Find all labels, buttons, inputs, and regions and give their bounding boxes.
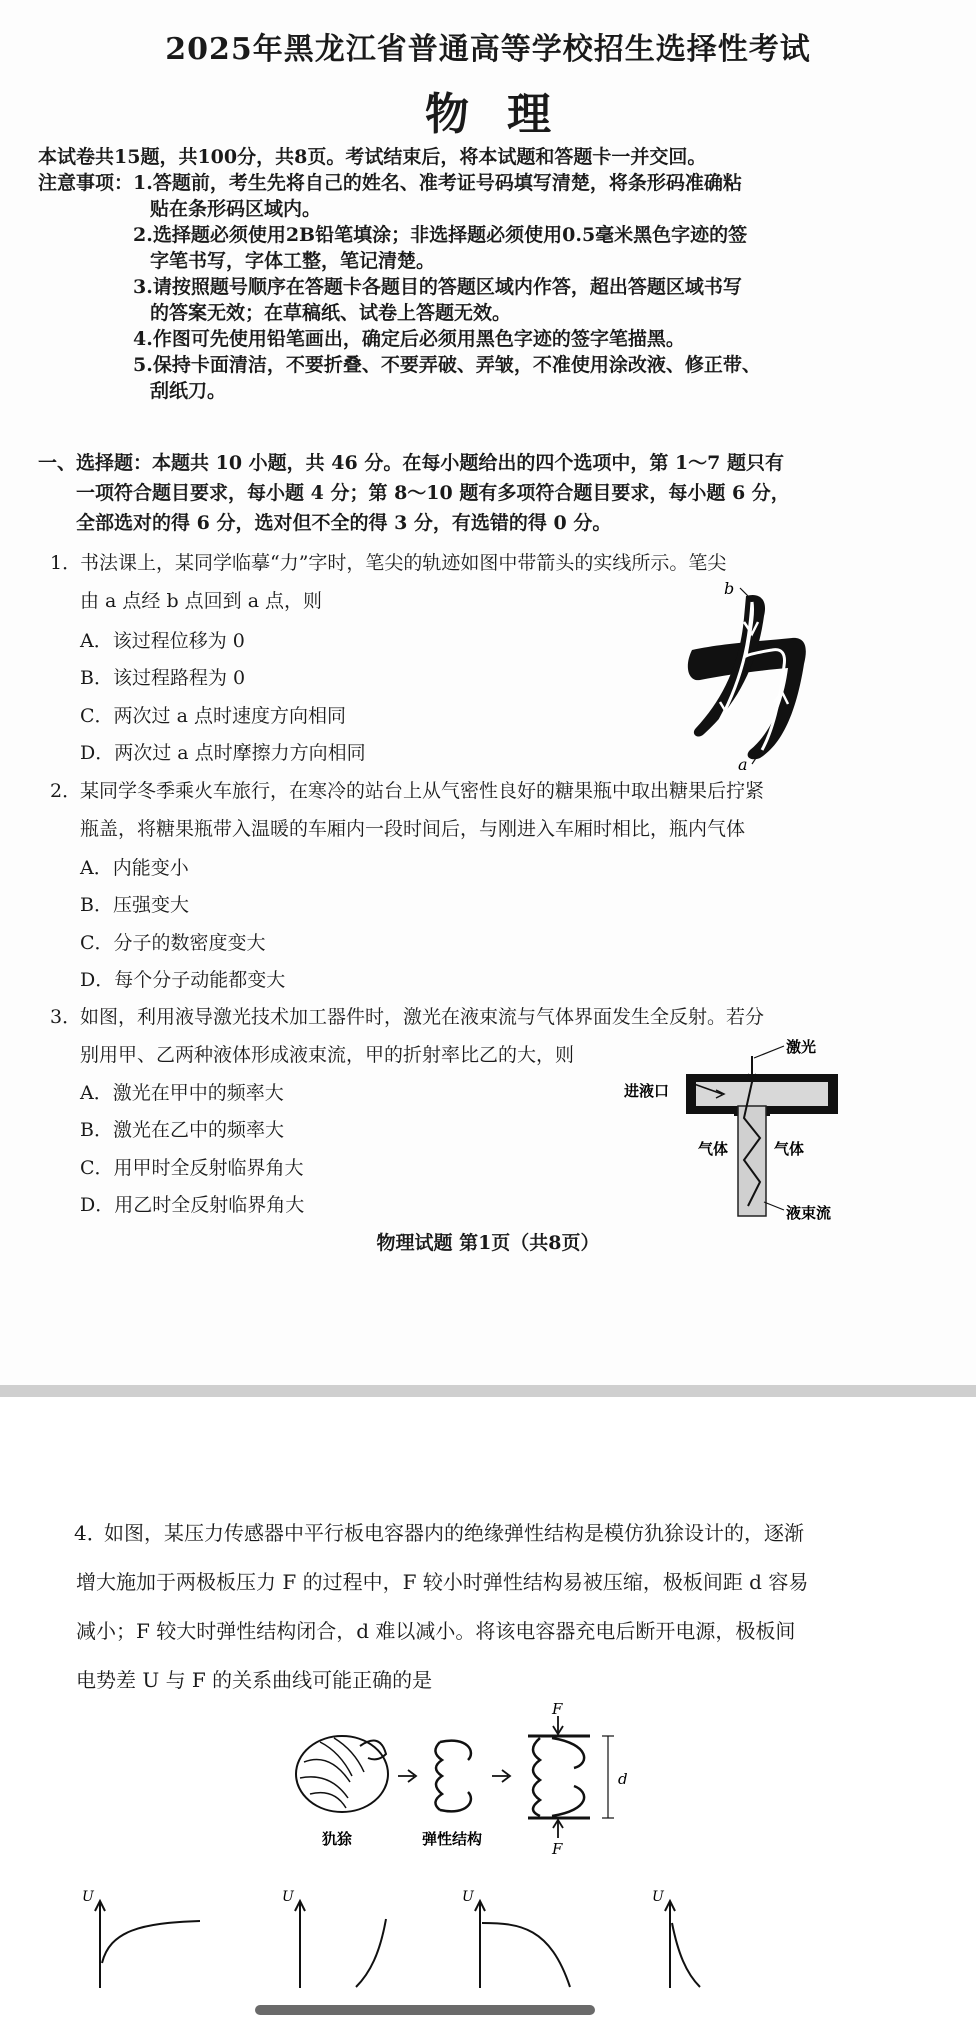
question-text: 由 a 点经 b 点回到 a 点，则 bbox=[80, 590, 323, 612]
question-number: 4． bbox=[74, 1521, 107, 1545]
question-number: 2． bbox=[50, 780, 82, 802]
exam-page-2 bbox=[0, 1397, 976, 2017]
answer-graphs bbox=[80, 1883, 720, 1993]
question-text: 瓶盖，将糖果瓶带入温暖的车厢内一段时间后，与刚进入车厢时相比，瓶内气体 bbox=[80, 818, 746, 840]
note-line: 字笔书写，字体工整，笔记清楚。 bbox=[150, 250, 436, 272]
note-line: 3.请按照题号顺序在答题卡各题目的答题区域内作答，超出答题区域书写 bbox=[133, 276, 742, 298]
question-text: 如图，利用液导激光技术加工器件时，激光在液束流与气体界面发生全反射。若分 bbox=[80, 1006, 765, 1028]
liquid-jet-laser-figure bbox=[624, 1034, 854, 1224]
option-c: C．两次过 a 点时速度方向相同 bbox=[80, 705, 346, 727]
armadillo-structure-figure bbox=[290, 1702, 650, 1862]
note-line: 4.作图可先使用铅笔画出，确定后必须用黑色字迹的签字笔描黑。 bbox=[133, 328, 685, 350]
graph-d-axis-label: U bbox=[652, 1889, 664, 1905]
note-line: 2.选择题必须使用2B铅笔填涂；非选择题必须使用0.5毫米黑色字迹的签 bbox=[133, 224, 748, 246]
graph-a-axis-label: U bbox=[82, 1889, 94, 1905]
graph-c-axis-label: U bbox=[462, 1889, 474, 1905]
note-line: 的答案无效；在草稿纸、试卷上答题无效。 bbox=[150, 302, 512, 324]
label-f-bottom: F bbox=[552, 1840, 563, 1858]
option-b: B．该过程路程为 0 bbox=[80, 667, 246, 689]
option-b: B．压强变大 bbox=[80, 894, 189, 916]
section-heading: 一、选择题：本题共 10 小题，共 46 分。在每小题给出的四个选项中，第 1～7 题只有 bbox=[38, 452, 785, 474]
option-a: A．该过程位移为 0 bbox=[80, 630, 245, 652]
question-text: 如图，某压力传感器中平行板电容器内的绝缘弹性结构是模仿犰狳设计的，逐渐 bbox=[104, 1521, 804, 1545]
note-line: 刮纸刀。 bbox=[150, 380, 227, 402]
label-b: b bbox=[724, 582, 735, 598]
graph-b-axis-label: U bbox=[282, 1889, 294, 1905]
note-line: 1.答题前，考生先将自己的姓名、准考证号码填写清楚，将条形码准确粘 bbox=[133, 172, 742, 194]
calligraphy-li-figure bbox=[680, 582, 850, 772]
intro-text: 本试卷共15题，共100分，共8页。考试结束后，将本试题和答题卡一并交回。 bbox=[38, 146, 707, 168]
home-indicator[interactable] bbox=[255, 2005, 595, 2015]
note-line: 贴在条形码区域内。 bbox=[150, 198, 322, 220]
section-heading: 一项符合题目要求，每小题 4 分；第 8～10 题有多项符合题目要求，每小题 6 分， bbox=[76, 482, 790, 504]
question-text: 减小；F 较大时弹性结构闭合，d 难以减小。将该电容器充电后断开电源，极板间 bbox=[76, 1619, 796, 1643]
question-text: 增大施加于两极板压力 F 的过程中，F 较小时弹性结构易被压缩，极板间距 d 容易 bbox=[76, 1570, 809, 1594]
option-c: C．用甲时全反射临界角大 bbox=[80, 1157, 304, 1179]
option-d: D．每个分子动能都变大 bbox=[80, 969, 286, 991]
label-gas-right: 气体 bbox=[774, 1140, 805, 1158]
page-separator bbox=[0, 1385, 976, 1397]
option-a: A．内能变小 bbox=[80, 857, 189, 879]
option-d: D．两次过 a 点时摩擦力方向相同 bbox=[80, 742, 366, 764]
section-heading: 全部选对的得 6 分，选对但不全的得 3 分，有选错的得 0 分。 bbox=[76, 512, 612, 534]
question-text: 电势差 U 与 F 的关系曲线可能正确的是 bbox=[76, 1668, 433, 1692]
label-laser: 激光 bbox=[786, 1038, 817, 1056]
question-text: 书法课上，某同学临摹“力”字时，笔尖的轨迹如图中带箭头的实线所示。笔尖 bbox=[80, 552, 727, 574]
question-text: 别用甲、乙两种液体形成液束流，甲的折射率比乙的大，则 bbox=[80, 1044, 575, 1066]
label-f-top: F bbox=[552, 1702, 563, 1718]
exam-title: 2025年黑龙江省普通高等学校招生选择性考试 bbox=[165, 32, 811, 67]
option-d: D．用乙时全反射临界角大 bbox=[80, 1194, 305, 1216]
label-armadillo: 犰狳 bbox=[322, 1830, 353, 1848]
question-number: 3． bbox=[50, 1006, 82, 1028]
label-gas-left: 气体 bbox=[698, 1140, 729, 1158]
label-liquid-jet: 液束流 bbox=[786, 1204, 832, 1222]
page-footer: 物理试题 第1页（共8页） bbox=[376, 1232, 600, 1254]
label-elastic-structure: 弹性结构 bbox=[422, 1830, 483, 1848]
subject-title: 物理 bbox=[425, 89, 589, 140]
question-number: 1． bbox=[50, 552, 82, 574]
option-b: B．激光在乙中的频率大 bbox=[80, 1119, 284, 1141]
label-d: d bbox=[618, 1770, 628, 1788]
notes-label: 注意事项： bbox=[38, 172, 134, 194]
option-a: A．激光在甲中的频率大 bbox=[80, 1082, 284, 1104]
option-c: C．分子的数密度变大 bbox=[80, 932, 266, 954]
label-a: a bbox=[738, 755, 748, 772]
note-line: 5.保持卡面清洁，不要折叠、不要弄破、弄皱，不准使用涂改液、修正带、 bbox=[133, 354, 761, 376]
label-inlet: 进液口 bbox=[624, 1082, 670, 1100]
question-text: 某同学冬季乘火车旅行，在寒冷的站台上从气密性良好的糖果瓶中取出糖果后拧紧 bbox=[80, 780, 765, 802]
